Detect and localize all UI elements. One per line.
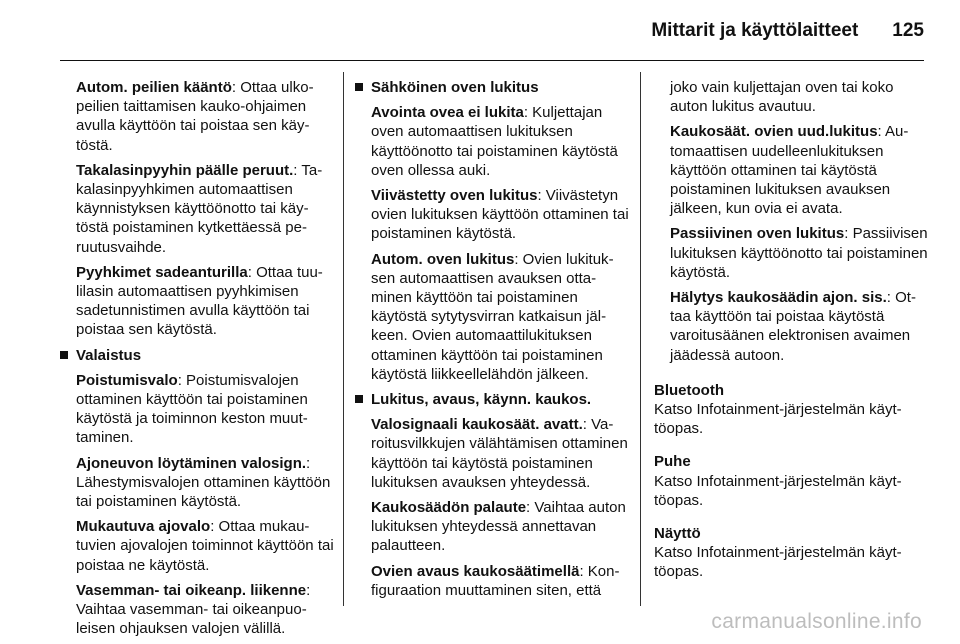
setting-description: : Varoitusvilkkujen välähtämisen ottaminen käyttöön tai käytöstä poistaminen lukituksen avauksen yhteydessä. [371,416,628,491]
continued-text: joko vain kuljettajan oven tai koko auton lukitus avautuu. [670,79,894,116]
section-bluetooth [654,381,930,439]
setting-description: : Ovien lukituksen automaattisen avauksen ottaminen käyttöön tai poistaminen käytöstä sytytysvirran katkaisun jälkeen. Ovien automaattilukituksen ottaminen käyttöön tai poistaminen käytöstä liikkeellelähdön jälkeen. [371,250,614,383]
bullet-heading-label: Sähköinen oven lukitus [371,79,539,96]
setting-entry [60,517,336,575]
setting-term: Autom. oven lukitus [371,250,515,268]
setting-entry [355,250,631,384]
setting-term: Avointa ovea ei lukita [371,104,524,122]
section-text: Katso Infotainment-järjestelmän käyttöopas. [654,472,902,509]
setting-entry [60,371,336,448]
bullet-heading [355,78,631,97]
setting-term: Kaukosäät. ovien uud.lukitus [670,123,878,141]
column-2 [355,78,631,606]
section-text: Katso Infotainment-järjestelmän käyttöopas. [654,544,902,581]
column-3 [654,78,930,596]
section-title: Näyttö [654,525,701,543]
section-text: Katso Infotainment-järjestelmän käyttöopas. [654,401,902,438]
header-rule [60,60,924,61]
setting-entry [60,78,336,155]
column-1 [60,78,336,644]
setting-description: : Lähestymisvalojen ottaminen käyttöön tai poistaminen käytöstä. [76,454,331,511]
setting-entry [60,161,336,257]
bullet-heading [355,390,631,409]
setting-entry [355,562,631,600]
square-bullet-icon [60,351,68,359]
setting-term: Takalasinpyyhin päälle peruut. [76,161,294,179]
setting-term: Valosignaali kaukosäät. avatt. [371,416,583,434]
setting-entry [355,103,631,180]
setting-description: : Ottaa ulkopeilien taittamisen kauko-ohjaimen avulla käyttöön tai poistaa sen käytöstä. [76,79,314,154]
setting-term: Poistumisvalo [76,371,178,389]
bullet-heading-label: Valaistus [76,346,142,364]
watermark: carmanualsonline.info [711,610,922,633]
column-divider [640,72,641,606]
section-title: Bluetooth [654,381,724,399]
section-naytto [654,524,930,582]
setting-entry [60,263,336,340]
setting-entry [654,224,930,282]
setting-term: Vasemman- tai oikeanp. liikenne [76,581,307,599]
chapter-title: Mittarit ja käyttölaitteet [651,20,859,41]
setting-entry [654,122,930,218]
setting-entry [60,581,336,639]
setting-description: : Passiivisen lukituksen käyttöönotto tai poistaminen käytöstä. [670,225,928,281]
setting-description: : Vaihtaa auton lukituksen yhteydessä annettavan palautteen. [371,499,626,555]
setting-term: Passiivinen oven lukitus [670,225,845,243]
setting-term: Ajoneuvon löytäminen valosign. [76,454,307,472]
bullet-heading-label: Lukitus, avaus, käynn. kaukos. [371,391,592,409]
setting-description: : Takalasinpyyhkimen automaattisen käynnistyksen käyttöönotto tai käytöstä poistaminen kytkettäessä peruutusvaihde. [76,161,323,256]
bullet-heading [60,346,336,365]
setting-description: : Ottaa mukautuvien ajovalojen toiminnot käyttöön tai poistaa ne käytöstä. [76,518,334,574]
setting-entry [355,415,631,492]
setting-entry [355,498,631,556]
setting-description: : Kuljettajan oven automaattisen lukituksen käyttöönotto tai poistaminen käytöstä oven ollessa auki. [371,104,618,179]
setting-term: Autom. peilien kääntö [76,79,232,96]
setting-entry [60,454,336,512]
setting-term: Hälytys kaukosäädin ajon. sis. [670,289,887,307]
setting-description: : Ottaa käyttöön tai poistaa käytöstä varoitusäänen elektronisen avaimen jäädessä autoon. [670,289,916,364]
setting-term: Viivästetty oven lukitus [371,187,538,205]
setting-term: Ovien avaus kaukosäätimellä [371,562,580,580]
setting-description: : Vaihtaa vasemman- tai oikeanpuoleisen ohjauksen valojen välillä. [76,581,311,638]
setting-description: : Konfiguraation muuttaminen siten, että [371,562,620,599]
section-title: Puhe [654,453,691,471]
setting-description: : Ottaa tuulilasin automaattisen pyyhkimisen sadetunnistimen avulla käyttöön tai poistaa sen käytöstä. [76,263,323,339]
setting-term: Kaukosäädön palaute [371,499,527,517]
setting-entry [654,288,930,365]
square-bullet-icon [355,395,363,403]
setting-entry [355,186,631,244]
setting-description: : Automaattisen uudelleenlukituksen käyttöön ottaminen tai käytöstä poistaminen lukituksen avauksen jälkeen, kun ovia ei avata. [670,123,909,218]
square-bullet-icon [355,83,363,91]
page-header [651,20,924,42]
setting-description: : Poistumisvalojen ottaminen käyttöön tai poistaminen käytöstä ja toiminnon keston muuttaminen. [76,371,308,447]
setting-term: Mukautuva ajovalo [76,518,211,536]
page-number: 125 [892,20,924,41]
section-puhe [654,452,930,510]
column-divider [343,72,344,606]
setting-description: : Viivästetyn ovien lukituksen käyttöön ottaminen tai poistaminen käytöstä. [371,187,629,243]
setting-term: Pyyhkimet sadeanturilla [76,263,248,281]
